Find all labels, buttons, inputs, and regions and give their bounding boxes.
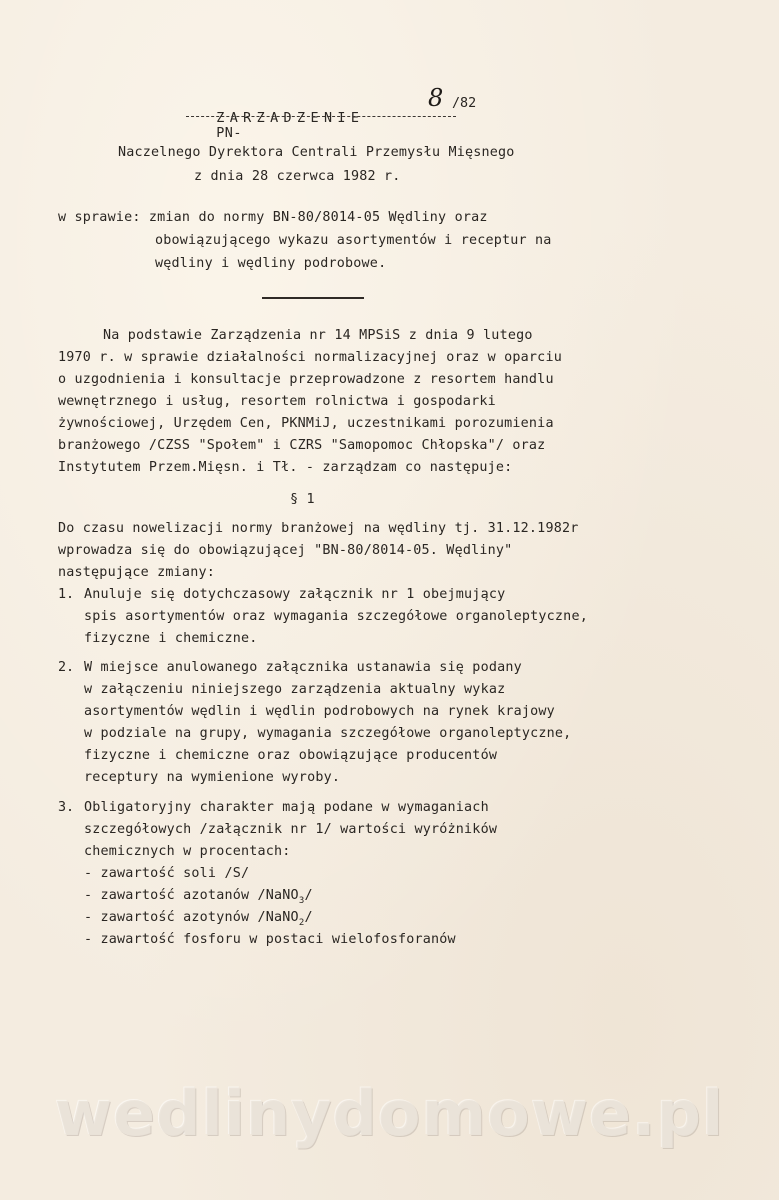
title-pn: PN- <box>216 126 242 141</box>
item-number: 3. <box>58 800 75 815</box>
item-line: w podziale na grupy, wymagania szczegółowe organoleptyczne, <box>84 726 572 741</box>
section-divider <box>262 297 364 299</box>
preamble-line: 1970 r. w sprawie działalności normalizacyjnej oraz w oparciu <box>58 350 562 365</box>
item-line: Anuluje się dotychczasowy załącznik nr 1 obejmujący <box>84 587 506 602</box>
title-underline <box>186 116 456 117</box>
item-line: receptury na wymienione wyroby. <box>84 770 341 785</box>
bullet-item <box>84 888 313 905</box>
item-line: fizyczne i chemiczne. <box>84 631 258 646</box>
title-number: 8 <box>428 84 444 112</box>
bullet-item: - zawartość fosforu w postaci wielofosforanów <box>84 932 456 947</box>
preamble-line: wewnętrznego i usług, resortem rolnictwa i gospodarki <box>58 394 496 409</box>
preamble-line: Instytutem Przem.Mięsn. i Tł. - zarządzam co następuje: <box>58 460 513 475</box>
item-line: Obligatoryjny charakter mają podane w wymaganiach <box>84 800 489 815</box>
subject-line: obowiązującego wykazu asortymentów i receptur na <box>155 233 552 248</box>
bullet-suffix: / <box>304 910 313 925</box>
title-word: ZARZADZENIE <box>216 111 365 126</box>
bullet-suffix: / <box>304 888 313 903</box>
preamble-line: branżowego /CZSS "Społem" i CZRS "Samopomoc Chłopska"/ oraz <box>58 438 546 453</box>
item-line: W miejsce anulowanego załącznika ustanawia się podany <box>84 660 522 675</box>
item-line: fizyczne i chemiczne oraz obowiązujące producentów <box>84 748 498 763</box>
date-line: z dnia 28 czerwca 1982 r. <box>194 169 401 184</box>
item-number: 1. <box>58 587 75 602</box>
preamble-line: żywnościowej, Urzędem Cen, PKNMiJ, uczestnikami porozumienia <box>58 416 554 431</box>
item-number: 2. <box>58 660 75 675</box>
bullet-text: - zawartość azotynów /NaNO <box>84 910 299 925</box>
item-line: spis asortymentów oraz wymagania szczegółowe organoleptyczne, <box>84 609 588 624</box>
subject-line: wędliny i wędliny podrobowe. <box>155 256 387 271</box>
bullet-item <box>84 910 313 927</box>
section-intro-line: wprowadza się do obowiązującej "BN-80/8014-05. Wędliny" <box>58 543 513 558</box>
item-line: szczegółowych /załącznik nr 1/ wartości wyróżników <box>84 822 498 837</box>
item-line: w załączeniu niniejszego zarządzenia aktualny wykaz <box>84 682 506 697</box>
subscript: 3 <box>298 896 305 906</box>
issuer-line: Naczelnego Dyrektora Centrali Przemysłu Mięsnego <box>118 145 515 160</box>
subscript: 2 <box>298 918 305 928</box>
watermark: wedlinydomowe.pl <box>54 1077 725 1150</box>
section-intro-line: następujące zmiany: <box>58 565 215 580</box>
item-line: chemicznych w procentach: <box>84 844 291 859</box>
subject-line: w sprawie: zmian do normy BN-80/8014-05 Wędliny oraz <box>58 210 488 225</box>
section-heading: § 1 <box>290 492 315 507</box>
preamble-line: Na podstawie Zarządzenia nr 14 MPSiS z dnia 9 lutego <box>103 328 533 343</box>
section-intro-line: Do czasu nowelizacji normy branżowej na wędliny tj. 31.12.1982r <box>58 521 579 536</box>
title-year: /82 <box>452 96 477 111</box>
bullet-item: - zawartość soli /S/ <box>84 866 250 881</box>
preamble-line: o uzgodnienia i konsultacje przeprowadzone z resortem handlu <box>58 372 554 387</box>
item-line: asortymentów wędlin i wędlin podrobowych na rynek krajowy <box>84 704 555 719</box>
bullet-text: - zawartość azotanów /NaNO <box>84 888 299 903</box>
